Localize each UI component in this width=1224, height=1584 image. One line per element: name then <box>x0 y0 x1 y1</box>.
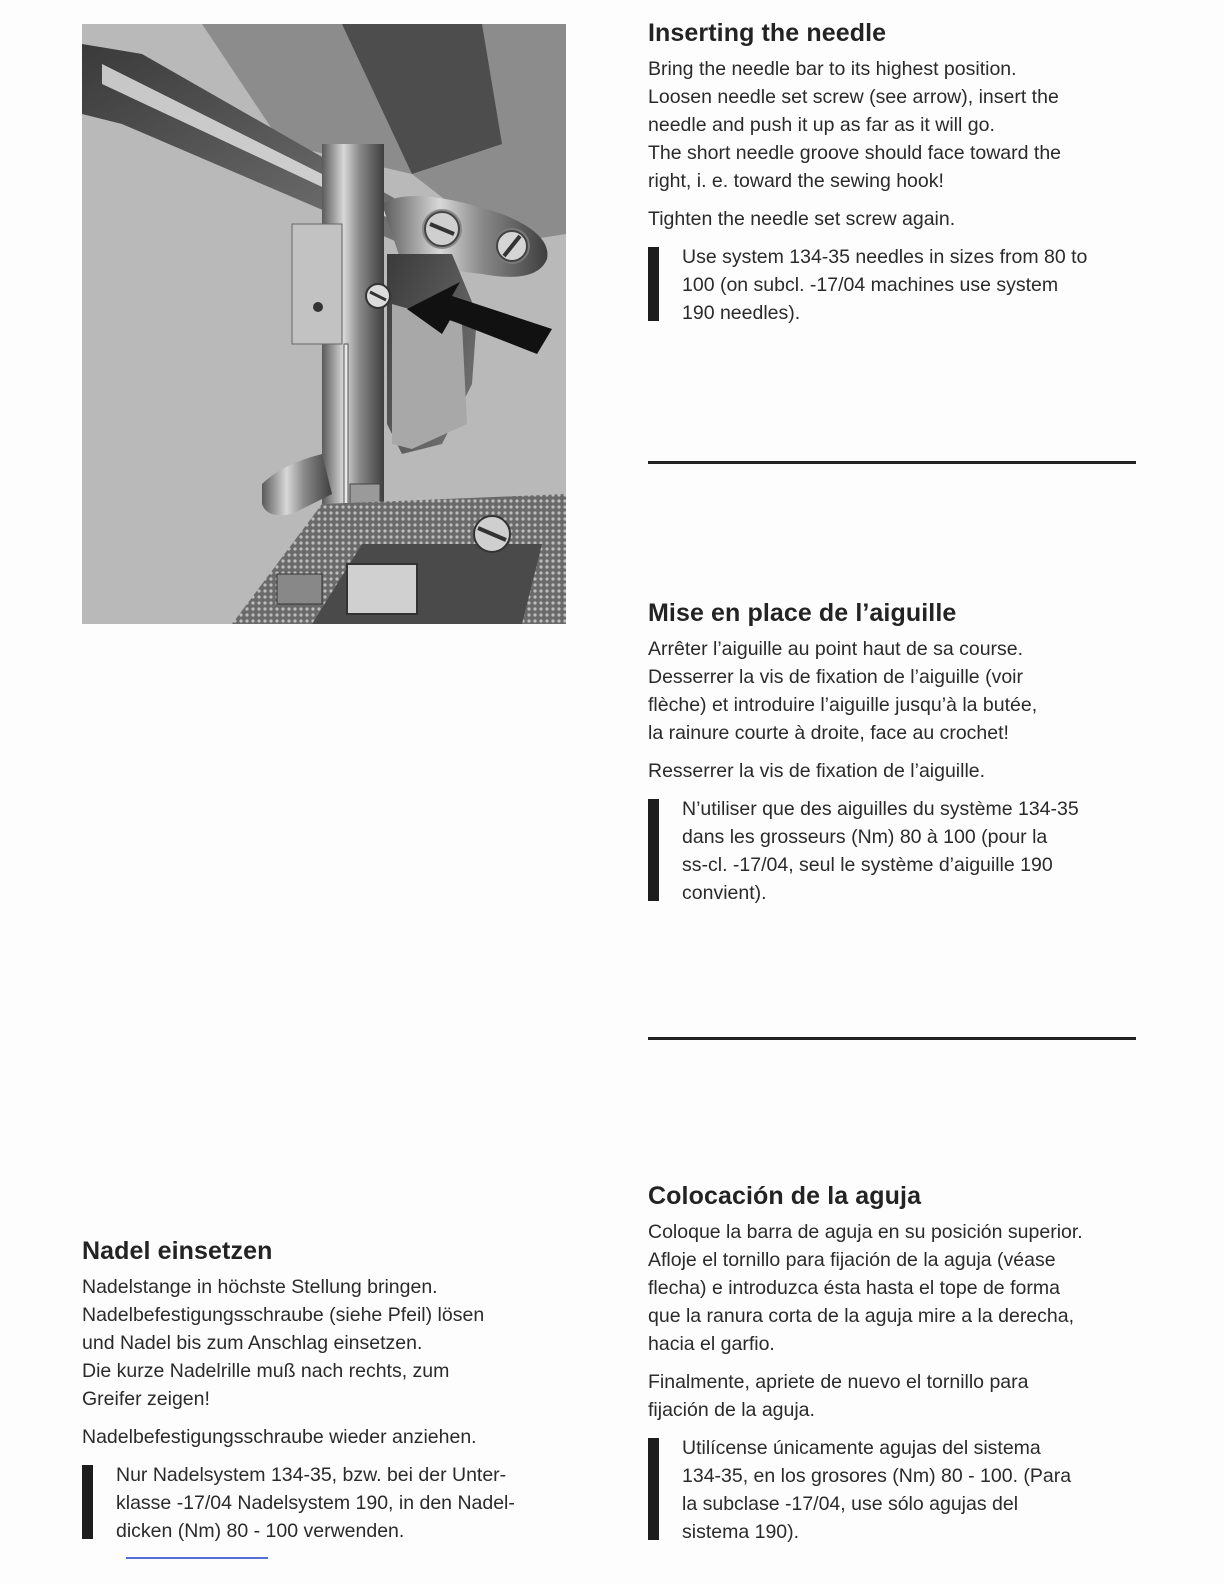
text-line: fijación de la aguja. <box>648 1399 815 1421</box>
section-title: Colocación de la aguja <box>648 1182 922 1210</box>
text-line: right, i. e. toward the sewing hook! <box>648 170 944 192</box>
text-line: und Nadel bis zum Anschlag einsetzen. <box>82 1332 423 1354</box>
instructions-paragraph <box>82 1273 582 1413</box>
instructions-paragraph <box>648 1218 1148 1358</box>
note-box <box>648 243 1148 327</box>
section-french <box>648 598 1148 907</box>
needle-bar-photo <box>82 24 566 624</box>
text-line: 134-35, en los grosores (Nm) 80 - 100. (Para <box>682 1465 1072 1487</box>
text-line: Use system 134-35 needles in sizes from 80 to <box>682 246 1088 268</box>
note-bar <box>82 1465 93 1539</box>
text-line: 190 needles). <box>682 302 801 324</box>
text-line: Utilícense únicamente agujas del sistema <box>682 1437 1041 1459</box>
text-line: Loosen needle set screw (see arrow), insert the <box>648 86 1059 108</box>
note-box <box>648 1434 1148 1546</box>
text-line: hacia el garfio. <box>648 1333 775 1355</box>
divider <box>648 1037 1136 1040</box>
text-line: Bring the needle bar to its highest position. <box>648 58 1017 80</box>
note-box <box>82 1461 582 1545</box>
text-line: que la ranura corta de la aguja mire a la derecha, <box>648 1305 1075 1327</box>
tighten-paragraph <box>648 1368 1148 1424</box>
text-line: The short needle groove should face toward the <box>648 142 1062 164</box>
underline-mark <box>126 1557 268 1559</box>
text-line: la rainure courte à droite, face au crochet! <box>648 722 1009 744</box>
text-line: la subclase -17/04, use sólo agujas del <box>682 1493 1019 1515</box>
text-line: needle and push it up as far as it will go. <box>648 114 995 136</box>
text-line: flèche) et introduire l’aiguille jusqu’à la butée, <box>648 694 1038 716</box>
text-line: Nur Nadelsystem 134-35, bzw. bei der Unter- <box>116 1464 507 1486</box>
text-line: Arrêter l’aiguille au point haut de sa course. <box>648 638 1024 660</box>
text-line: dans les grosseurs (Nm) 80 à 100 (pour la <box>682 826 1048 848</box>
note-bar <box>648 1438 659 1540</box>
note-bar <box>648 799 659 901</box>
text-line: N’utiliser que des aiguilles du système 134-35 <box>682 798 1079 820</box>
text-line: Afloje el tornillo para fijación de la aguja (véase <box>648 1249 1056 1271</box>
tighten-paragraph: Tighten the needle set screw again. <box>648 208 956 230</box>
text-line: Die kurze Nadelrille muß nach rechts, zum <box>82 1360 450 1382</box>
section-spanish <box>648 1181 1148 1546</box>
text-line: convient). <box>682 882 767 904</box>
section-title: Mise en place de l’aiguille <box>648 599 957 627</box>
text-line: ss-cl. -17/04, seul le système d’aiguille 190 <box>682 854 1053 876</box>
section-title: Nadel einsetzen <box>82 1237 273 1265</box>
instructions-paragraph <box>648 635 1148 747</box>
text-line: klasse -17/04 Nadelsystem 190, in den Nadel- <box>116 1492 515 1514</box>
text-line: sistema 190). <box>682 1521 800 1543</box>
text-line: dicken (Nm) 80 - 100 verwenden. <box>116 1520 405 1542</box>
text-line: Nadelstange in höchste Stellung bringen. <box>82 1276 438 1298</box>
section-english <box>648 18 1148 327</box>
text-line: Finalmente, apriete de nuevo el tornillo para <box>648 1371 1029 1393</box>
instructions-paragraph <box>648 55 1148 195</box>
section-german <box>82 1236 582 1545</box>
tighten-paragraph: Resserrer la vis de fixation de l’aiguille. <box>648 760 986 782</box>
text-line: flecha) e introduzca ésta hasta el tope de forma <box>648 1277 1060 1299</box>
text-line: Nadelbefestigungsschraube (siehe Pfeil) lösen <box>82 1304 485 1326</box>
text-line: 100 (on subcl. -17/04 machines use system <box>682 274 1059 296</box>
note-box <box>648 795 1148 907</box>
text-line: Greifer zeigen! <box>82 1388 210 1410</box>
text-line: Desserrer la vis de fixation de l’aiguille (voir <box>648 666 1023 688</box>
text-line: Coloque la barra de aguja en su posición superior. <box>648 1221 1083 1243</box>
section-title: Inserting the needle <box>648 19 887 47</box>
note-bar <box>648 247 659 321</box>
divider <box>648 461 1136 464</box>
sewing-machine-illustration <box>82 24 566 624</box>
tighten-paragraph: Nadelbefestigungsschraube wieder anziehen. <box>82 1426 477 1448</box>
